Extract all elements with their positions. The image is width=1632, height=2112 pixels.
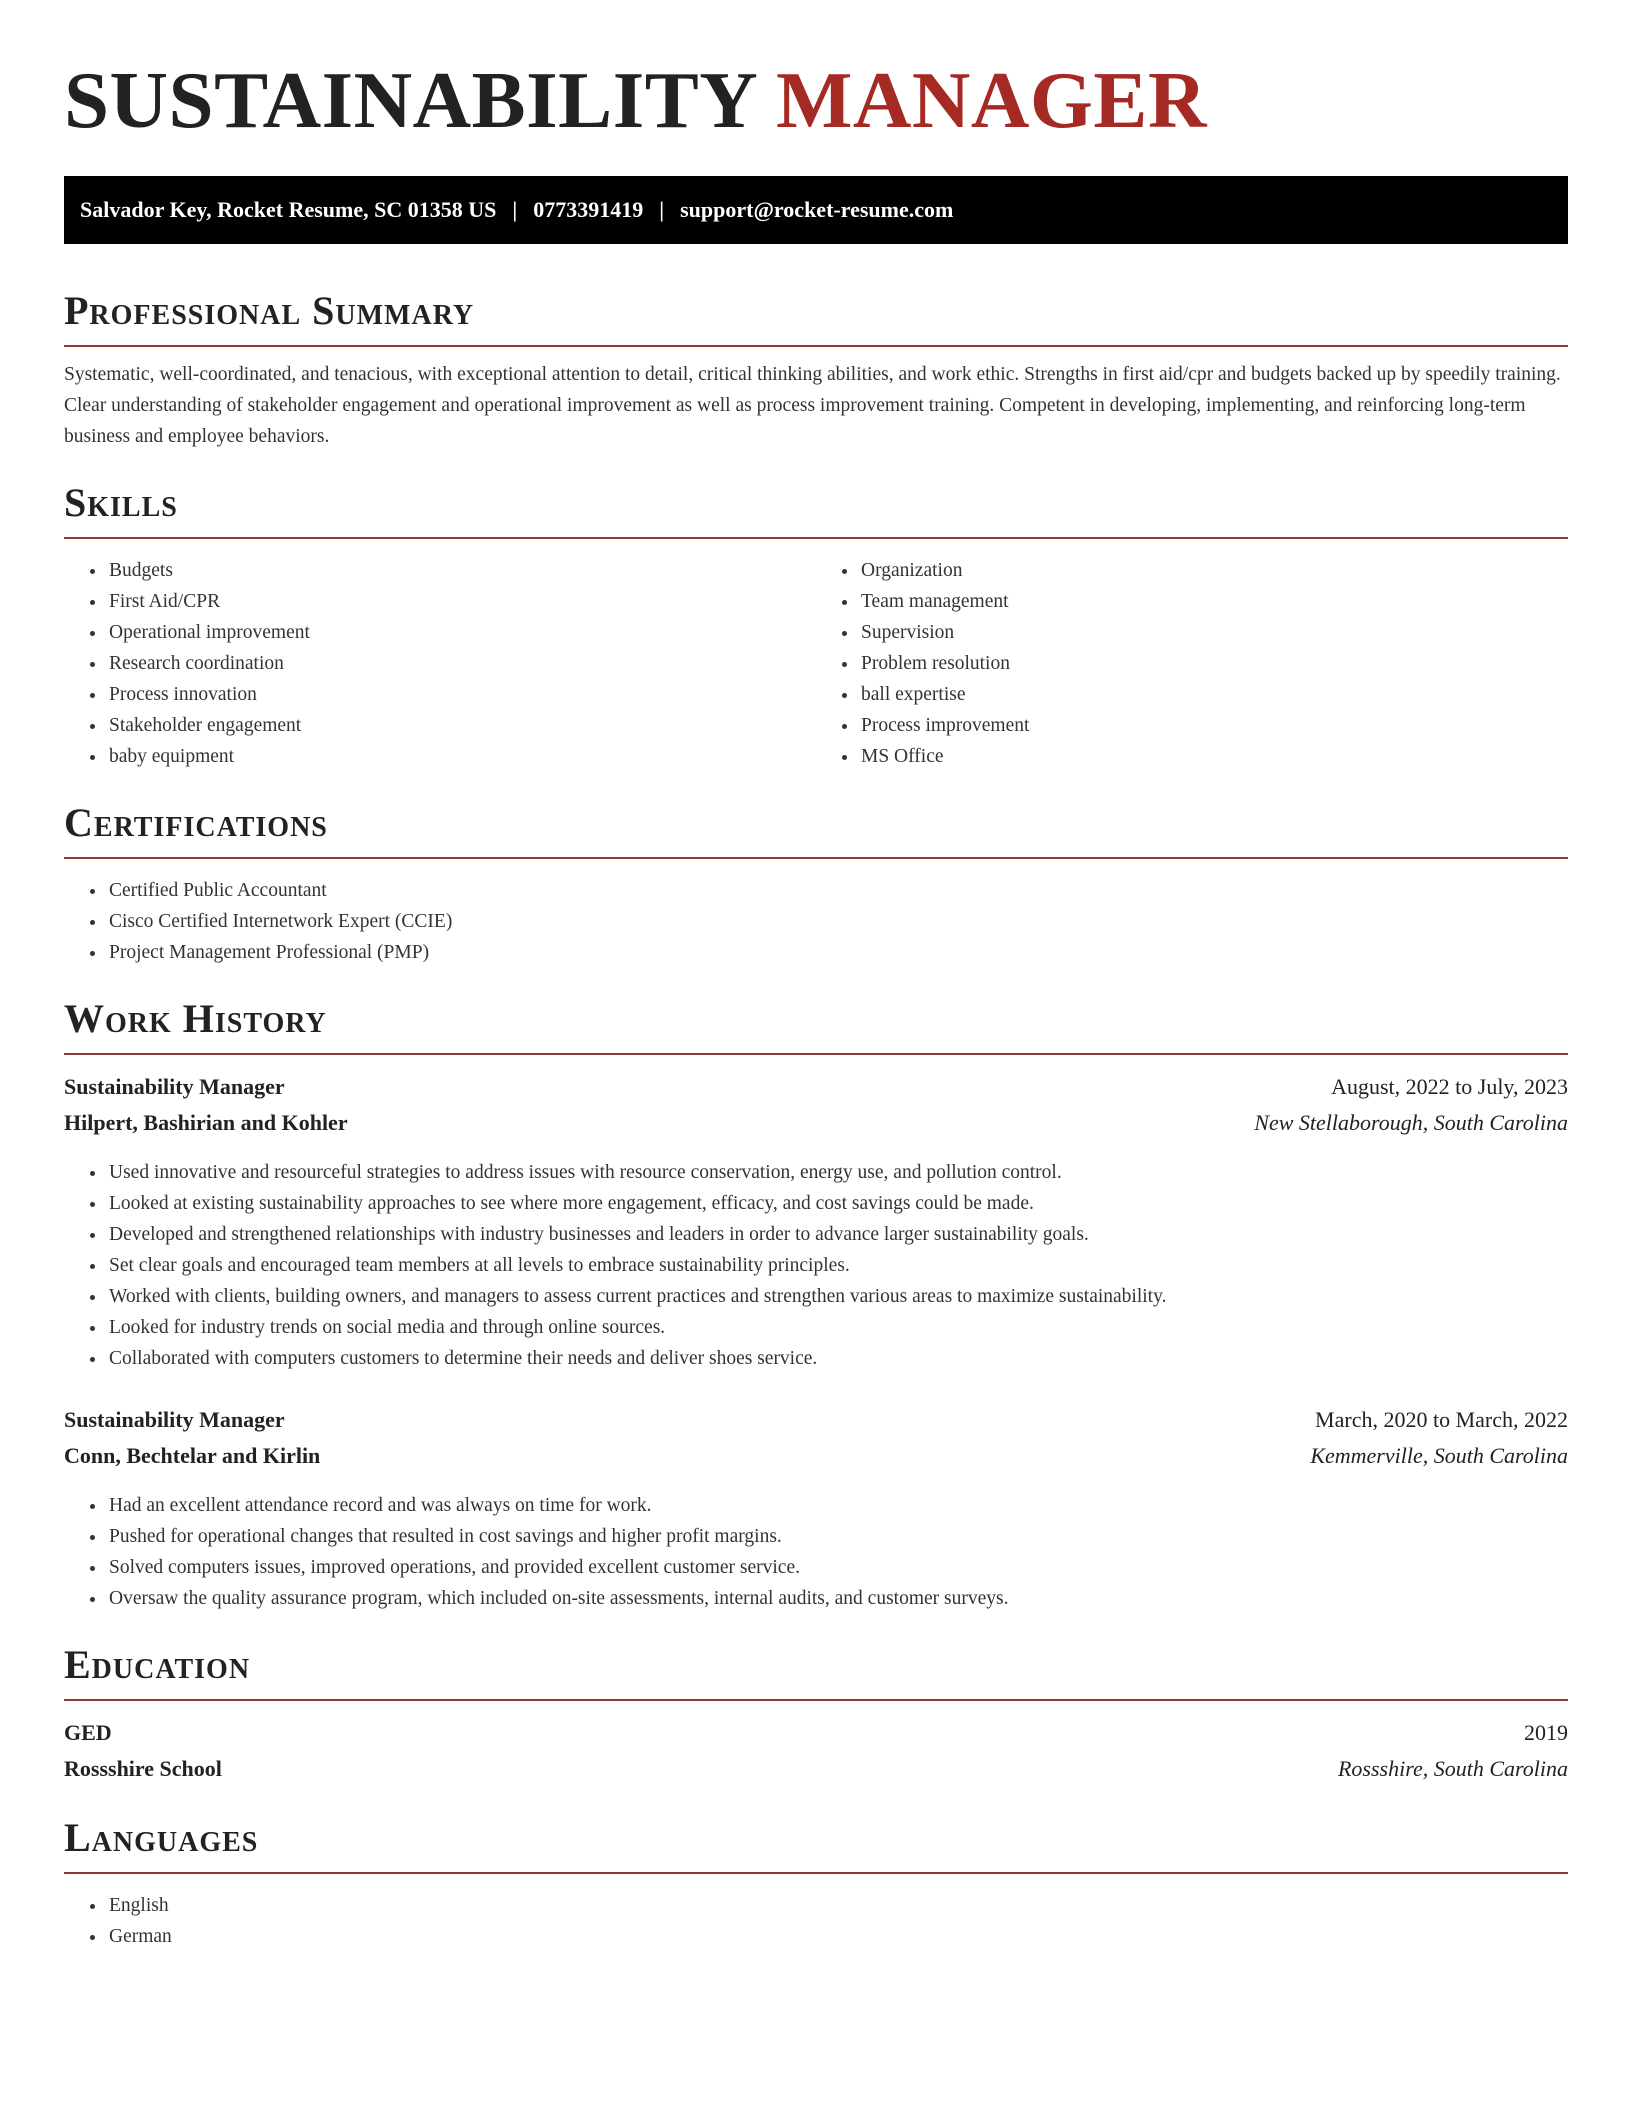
certifications-list [64,875,1568,968]
list-item: • Problem resolution [859,648,1568,679]
job-subheader [64,1105,1568,1141]
job-subheader [64,1438,1568,1474]
section-title-languages: Languages [64,1814,1568,1874]
education-degree: GED [64,1720,112,1745]
list-item: • Supervision [859,617,1568,648]
section-title-summary: Professional Summary [64,287,1568,347]
education-header [64,1715,1568,1751]
list-item: • Looked for industry trends on social media and through online sources. [107,1312,1568,1343]
contact-separator: | [659,197,665,222]
section-title-work-history: Work History [64,995,1568,1055]
job-header [64,1402,1568,1438]
list-item: • Used innovative and resourceful strategies to address issues with resource conservation, energy use, and pollution control. [107,1157,1568,1188]
section-title-skills: Skills [64,479,1568,539]
job-bullets [64,1490,1568,1614]
job-header [64,1069,1568,1105]
list-item: • Collaborated with computers customers to determine their needs and deliver shoes service. [107,1343,1568,1374]
job-dates: March, 2020 to March, 2022 [1315,1407,1568,1432]
contact-bar [64,176,1568,244]
contact-email: support@rocket-resume.com [680,197,954,222]
contact-phone: 0773391419 [533,197,644,222]
job-dates: August, 2022 to July, 2023 [1331,1074,1568,1099]
job-bullets [64,1157,1568,1374]
list-item: • Team management [859,586,1568,617]
skills-grid [64,539,1568,772]
job-entry [64,1402,1568,1614]
list-item: • German [107,1921,1568,1952]
list-item: • Project Management Professional (PMP) [107,937,1568,968]
languages-list [64,1890,1568,1952]
list-item: • Process innovation [107,679,816,710]
list-item: • Organization [859,555,1568,586]
list-item: • baby equipment [107,741,816,772]
list-item: • Solved computers issues, improved operations, and provided excellent customer service. [107,1552,1568,1583]
list-item: • Oversaw the quality assurance program, which included on-site assessments, internal audits, and customer surveys. [107,1583,1568,1614]
contact-separator: | [512,197,518,222]
education-location: Rossshire, South Carolina [1337,1756,1568,1781]
list-item: • Certified Public Accountant [107,875,1568,906]
education-year: 2019 [1524,1720,1568,1745]
list-item: • Research coordination [107,648,816,679]
contact-address: Salvador Key, Rocket Resume, SC 01358 US [80,197,497,222]
list-item: • Process improvement [859,710,1568,741]
skills-list-right [816,555,1568,772]
list-item: • First Aid/CPR [107,586,816,617]
education-school: Rossshire School [64,1756,222,1781]
list-item: • Pushed for operational changes that resulted in cost savings and higher profit margins. [107,1521,1568,1552]
job-location: Kemmerville, South Carolina [1310,1443,1568,1468]
job-company: Conn, Bechtelar and Kirlin [64,1443,321,1468]
title-main: SUSTAINABILITY [64,55,756,145]
section-title-certifications: Certifications [64,799,1568,859]
list-item: • ball expertise [859,679,1568,710]
list-item: • Looked at existing sustainability approaches to see where more engagement, efficacy, and cost savings could be made. [107,1188,1568,1219]
job-role: Sustainability Manager [64,1074,285,1099]
summary-text: Systematic, well-coordinated, and tenacious, with exceptional attention to detail, critical thinking abilities, and work ethic. Strengths in first aid/cpr and budgets backed up by speedily training. Clear understanding of stakeholder engagement and operational improvement as well as process improvement training. Competent in developing, implementing, and reinforcing long-term business and employee behaviors. [64,364,1561,447]
list-item: • Had an excellent attendance record and was always on time for work. [107,1490,1568,1521]
job-entry [64,1069,1568,1374]
list-item: • Cisco Certified Internetwork Expert (CCIE) [107,906,1568,937]
section-title-education: Education [64,1641,1568,1701]
list-item: • MS Office [859,741,1568,772]
skills-list-left [64,555,816,772]
list-item: • Operational improvement [107,617,816,648]
list-item: • Worked with clients, building owners, and managers to assess current practices and strengthen various areas to maximize sustainability. [107,1281,1568,1312]
education-subheader [64,1751,1568,1787]
title-accent: MANAGER [775,55,1207,145]
list-item: • English [107,1890,1568,1921]
list-item: • Budgets [107,555,816,586]
resume-title [64,0,1568,145]
job-company: Hilpert, Bashirian and Kohler [64,1110,348,1135]
list-item: • Set clear goals and encouraged team members at all levels to embrace sustainability principles. [107,1250,1568,1281]
job-location: New Stellaborough, South Carolina [1254,1110,1568,1135]
list-item: • Developed and strengthened relationships with industry businesses and leaders in order to advance larger sustainability goals. [107,1219,1568,1250]
job-role: Sustainability Manager [64,1407,285,1432]
list-item: • Stakeholder engagement [107,710,816,741]
